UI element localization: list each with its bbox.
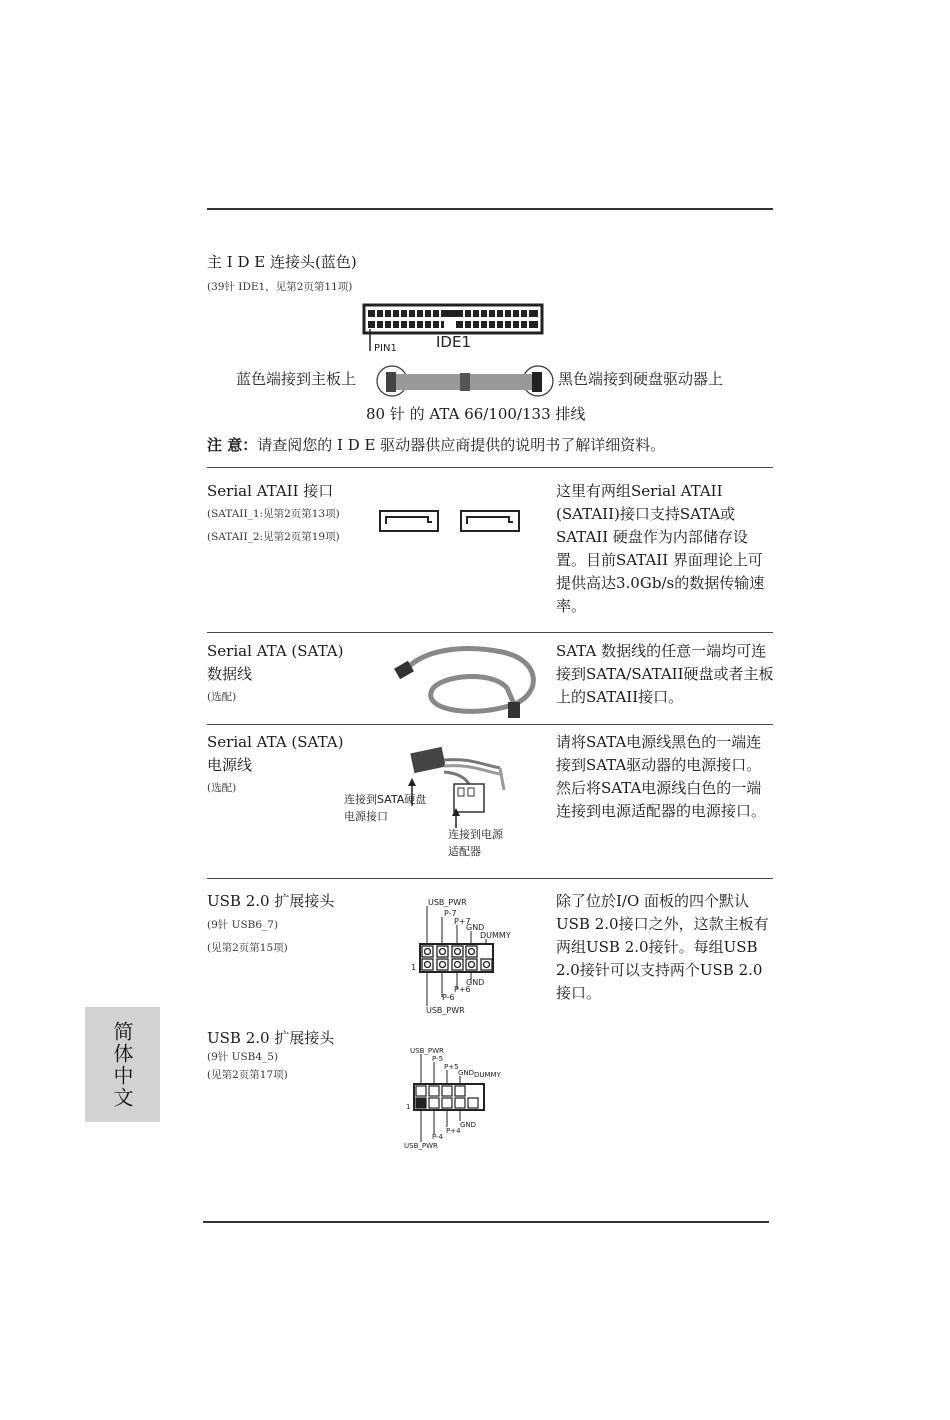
sata-power-sub: (选配) — [207, 782, 237, 794]
usb45-pin1: 1 — [406, 1103, 411, 1111]
sataii-port-1 — [380, 511, 438, 531]
usb45-gnd-top: GND — [458, 1069, 475, 1077]
label-to-sata-hdd-line1: 连接到SATA硬盘 — [344, 793, 427, 806]
language-side-tab-label: 简体中文 — [110, 1020, 134, 1109]
ide-note — [207, 434, 665, 457]
usb45-dummy: DUMMY — [474, 1071, 501, 1079]
separator-3 — [207, 724, 773, 725]
usb67-dummy: DUMMY — [480, 931, 511, 940]
note-label: 注 意： — [207, 436, 258, 454]
usb67-pwr-top: USB_PWR — [428, 898, 467, 907]
label-to-power-adapter-line2: 适配器 — [448, 845, 481, 858]
blue-end-caption: 蓝色端接到主板上 — [236, 370, 357, 388]
separator-1 — [207, 467, 773, 468]
label-to-sata-hdd — [344, 791, 426, 825]
usb67-pp-top: P+7 — [454, 917, 471, 926]
usb45-header-diagram — [402, 1044, 510, 1152]
usb45-title: USB 2.0 扩展接头 — [207, 1029, 335, 1047]
usb67-title: USB 2.0 扩展接头 — [207, 892, 335, 910]
ide-connector-diagram — [360, 303, 550, 355]
usb45-sub1: (9针 USB4_5) — [207, 1051, 279, 1063]
usb67-pp-bottom: P+6 — [454, 985, 471, 994]
usb67-description: 除了位於I/O 面板的四个默认USB 2.0接口之外，这款主板有两组USB 2.0接针。每组USB 2.0接针可以支持两个USB 2.0接口。 — [556, 892, 769, 1002]
sataii-description: 这里有两组Serial ATAII (SATAII)接口支持SATA或SATAII 硬盘作为内部储存设置。目前SATAII 界面理论上可提供高达3.0Gb/s的数据传输速率。 — [556, 482, 765, 615]
top-rule — [207, 208, 773, 210]
label-to-power-adapter-line1: 连接到电源 — [448, 828, 503, 841]
usb67-sub1: (9针 USB6_7) — [207, 919, 279, 931]
sataii-title: Serial ATAII 接口 — [207, 482, 334, 500]
sataii-sub2: (SATAII_2:见第2页第19项) — [207, 531, 340, 543]
usb67-p-top: P-7 — [444, 909, 457, 918]
ide1-label: IDE1 — [436, 333, 471, 351]
usb67-header-diagram — [408, 894, 518, 1016]
usb45-pwr-bottom: USB_PWR — [404, 1142, 438, 1150]
pin1-label: PIN1 — [374, 343, 397, 354]
sataii-connectors — [378, 508, 523, 534]
usb67-sub2: (见第2页第15项) — [207, 942, 288, 954]
usb67-gnd-bottom: GND — [466, 978, 485, 987]
label-to-power-adapter — [448, 826, 503, 860]
sata-cable-description: SATA 数据线的任意一端均可连接到SATA/SATAII硬盘或者主板上的SATAII接口。 — [556, 642, 774, 706]
sata-cable-sub: (选配) — [207, 691, 237, 703]
usb45-sub2: (见第2页第17项) — [207, 1069, 288, 1081]
usb45-pwr-top: USB_PWR — [410, 1047, 444, 1055]
note-text: 请查阅您的 I D E 驱动器供应商提供的说明书了解详细资料。 — [257, 436, 666, 454]
label-to-sata-hdd-line2: 电源接口 — [344, 810, 388, 823]
usb67-pwr-bottom: USB_PWR — [426, 1006, 465, 1015]
usb67-gnd-top: GND — [466, 923, 485, 932]
sata-cable-title2: 数据线 — [207, 665, 253, 683]
sata-power-title2: 电源线 — [207, 756, 253, 774]
sata-power-description: 请将SATA电源线黑色的一端连接到SATA驱动器的电源接口。然后将SATA电源线白色的一端连接到电源适配器的电源接口。 — [556, 733, 767, 820]
ide-ribbon-cable — [372, 362, 558, 400]
usb45-pp-top: P+5 — [444, 1063, 459, 1071]
usb67-p-bottom: P-6 — [442, 993, 455, 1002]
language-side-tab — [85, 1007, 160, 1122]
usb45-pp-bottom: P+4 — [446, 1127, 461, 1135]
ide-subtitle: (39针 IDE1，见第2页第11项) — [207, 281, 353, 293]
sata-data-cable-image — [392, 640, 552, 720]
usb67-pin1: 1 — [411, 963, 417, 972]
separator-4 — [207, 878, 773, 879]
bottom-rule — [203, 1221, 769, 1223]
usb45-gnd-bottom: GND — [460, 1121, 477, 1129]
ide-title: 主 I D E 连接头(蓝色) — [207, 253, 357, 271]
sata-cable-title: Serial ATA (SATA) — [207, 642, 344, 660]
sataii-port-2 — [461, 511, 519, 531]
usb45-p-bottom: P-4 — [432, 1133, 444, 1141]
black-end-caption: 黑色端接到硬盘驱动器上 — [558, 370, 724, 388]
sataii-sub1: (SATAII_1:见第2页第13项) — [207, 508, 340, 520]
separator-2 — [207, 632, 773, 633]
usb45-p-top: P-5 — [432, 1055, 444, 1063]
sata-power-title: Serial ATA (SATA) — [207, 733, 344, 751]
cable-caption: 80 针 的 ATA 66/100/133 排线 — [366, 405, 586, 423]
